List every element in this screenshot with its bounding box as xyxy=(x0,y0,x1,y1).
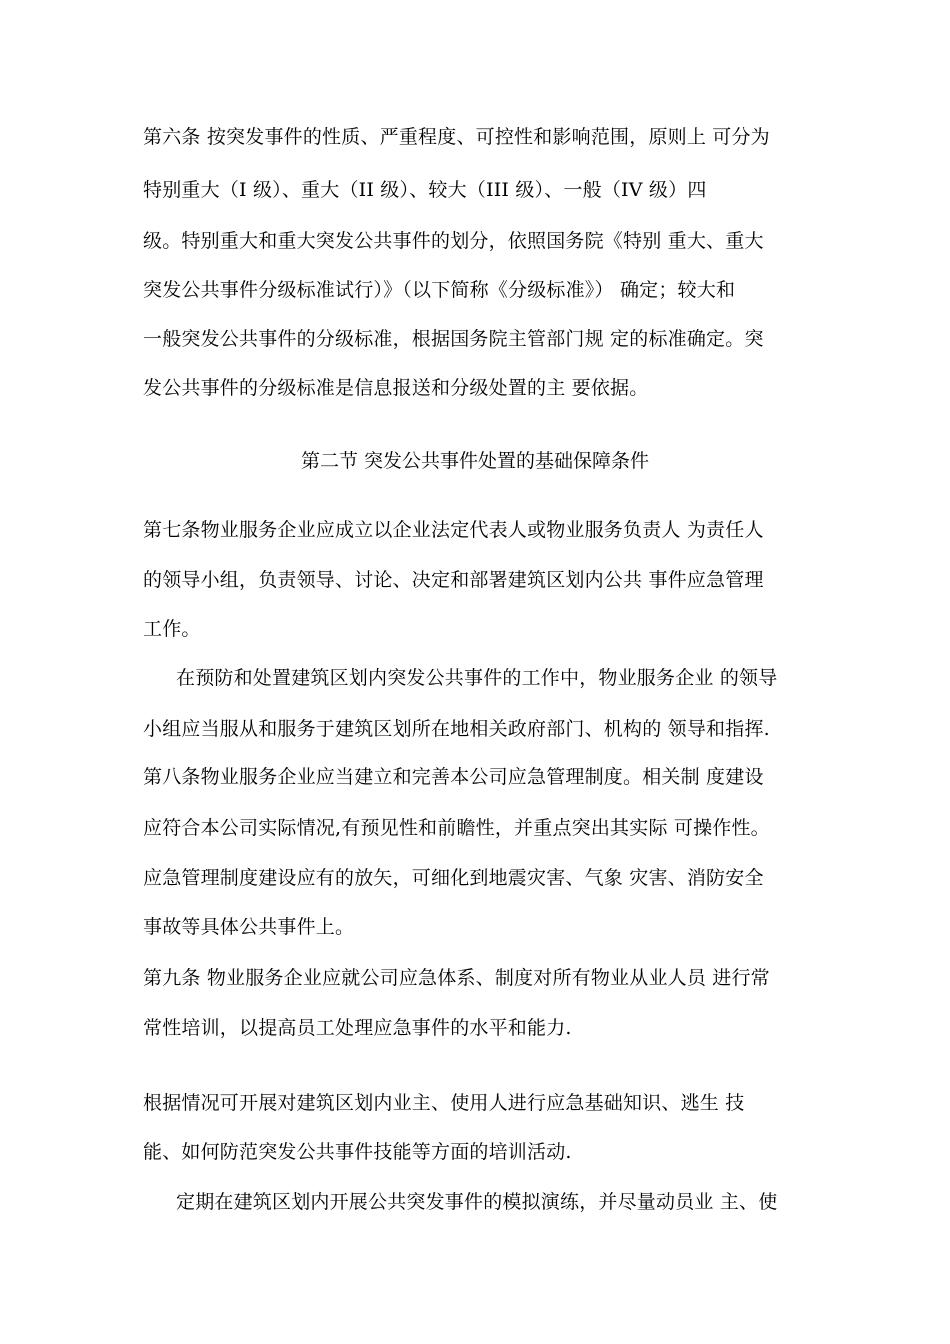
article6-line-6: 发公共事件的分级标准是信息报送和分级处置的主 要依据。 xyxy=(143,377,649,399)
article7-line-2: 的领导小组，负责领导、讨论、决定和部署建筑区划内公共 事件应急管理 xyxy=(143,569,764,591)
article6-line-5: 一般突发公共事件的分级标准，根据国务院主管部门规 定的标准确定。突 xyxy=(143,328,764,350)
section-heading: 第二节 突发公共事件处置的基础保障条件 xyxy=(300,450,650,472)
article6-line-4: 突发公共事件分级标准试行）》（以下简称《分级标准》） 确定；较大和 xyxy=(143,279,736,301)
article7-para2-line-2: 小组应当服从和服务于建筑区划所在地相关政府部门、机构的 领导和指挥. xyxy=(143,718,770,740)
article6-line-3: 级。特别重大和重大突发公共事件的划分，依照国务院《特别 重大、重大 xyxy=(143,230,764,252)
article6-line-2: 特别重大（I 级）、重大（II 级）、较大（III 级）、一般（IV 级）四 xyxy=(143,179,707,201)
article9-line-1: 第九条 物业服务企业应就公司应急体系、制度对所有物业从业人员 进行常 xyxy=(143,967,770,989)
article6-line-1: 第六条 按突发事件的性质、严重程度、可控性和影响范围，原则上 可分为 xyxy=(143,126,770,148)
article8-line-2: 应符合本公司实际情况,有预见性和前瞻性，并重点突出其实际 可操作性。 xyxy=(143,817,770,839)
article8-line-1: 第八条物业服务企业应当建立和完善本公司应急管理制度。相关制 度建设 xyxy=(143,766,764,788)
article7-line-1: 第七条物业服务企业应成立以企业法定代表人或物业服务负责人 为责任人 xyxy=(143,519,764,541)
article9-para2-line-2: 能、如何防范突发公共事件技能等方面的培训活动. xyxy=(143,1141,572,1163)
article9-para2-line-1: 根据情况可开展对建筑区划内业主、使用人进行应急基础知识、逃生 技 xyxy=(143,1092,745,1114)
article7-line-3: 工作。 xyxy=(143,618,201,640)
article9-para3-line-1: 定期在建筑区划内开展公共突发事件的模拟演练，并尽量动员业 主、使 xyxy=(176,1191,778,1213)
article7-para2-line-1: 在预防和处置建筑区划内突发公共事件的工作中，物业服务企业 的领导 xyxy=(176,667,778,689)
article8-line-3: 应急管理制度建设应有的放矢，可细化到地震灾害、气象 灾害、消防安全 xyxy=(143,867,764,889)
article8-line-4: 事故等具体公共事件上。 xyxy=(143,916,355,938)
article9-line-2: 常性培训，以提高员工处理应急事件的水平和能力. xyxy=(143,1017,572,1039)
